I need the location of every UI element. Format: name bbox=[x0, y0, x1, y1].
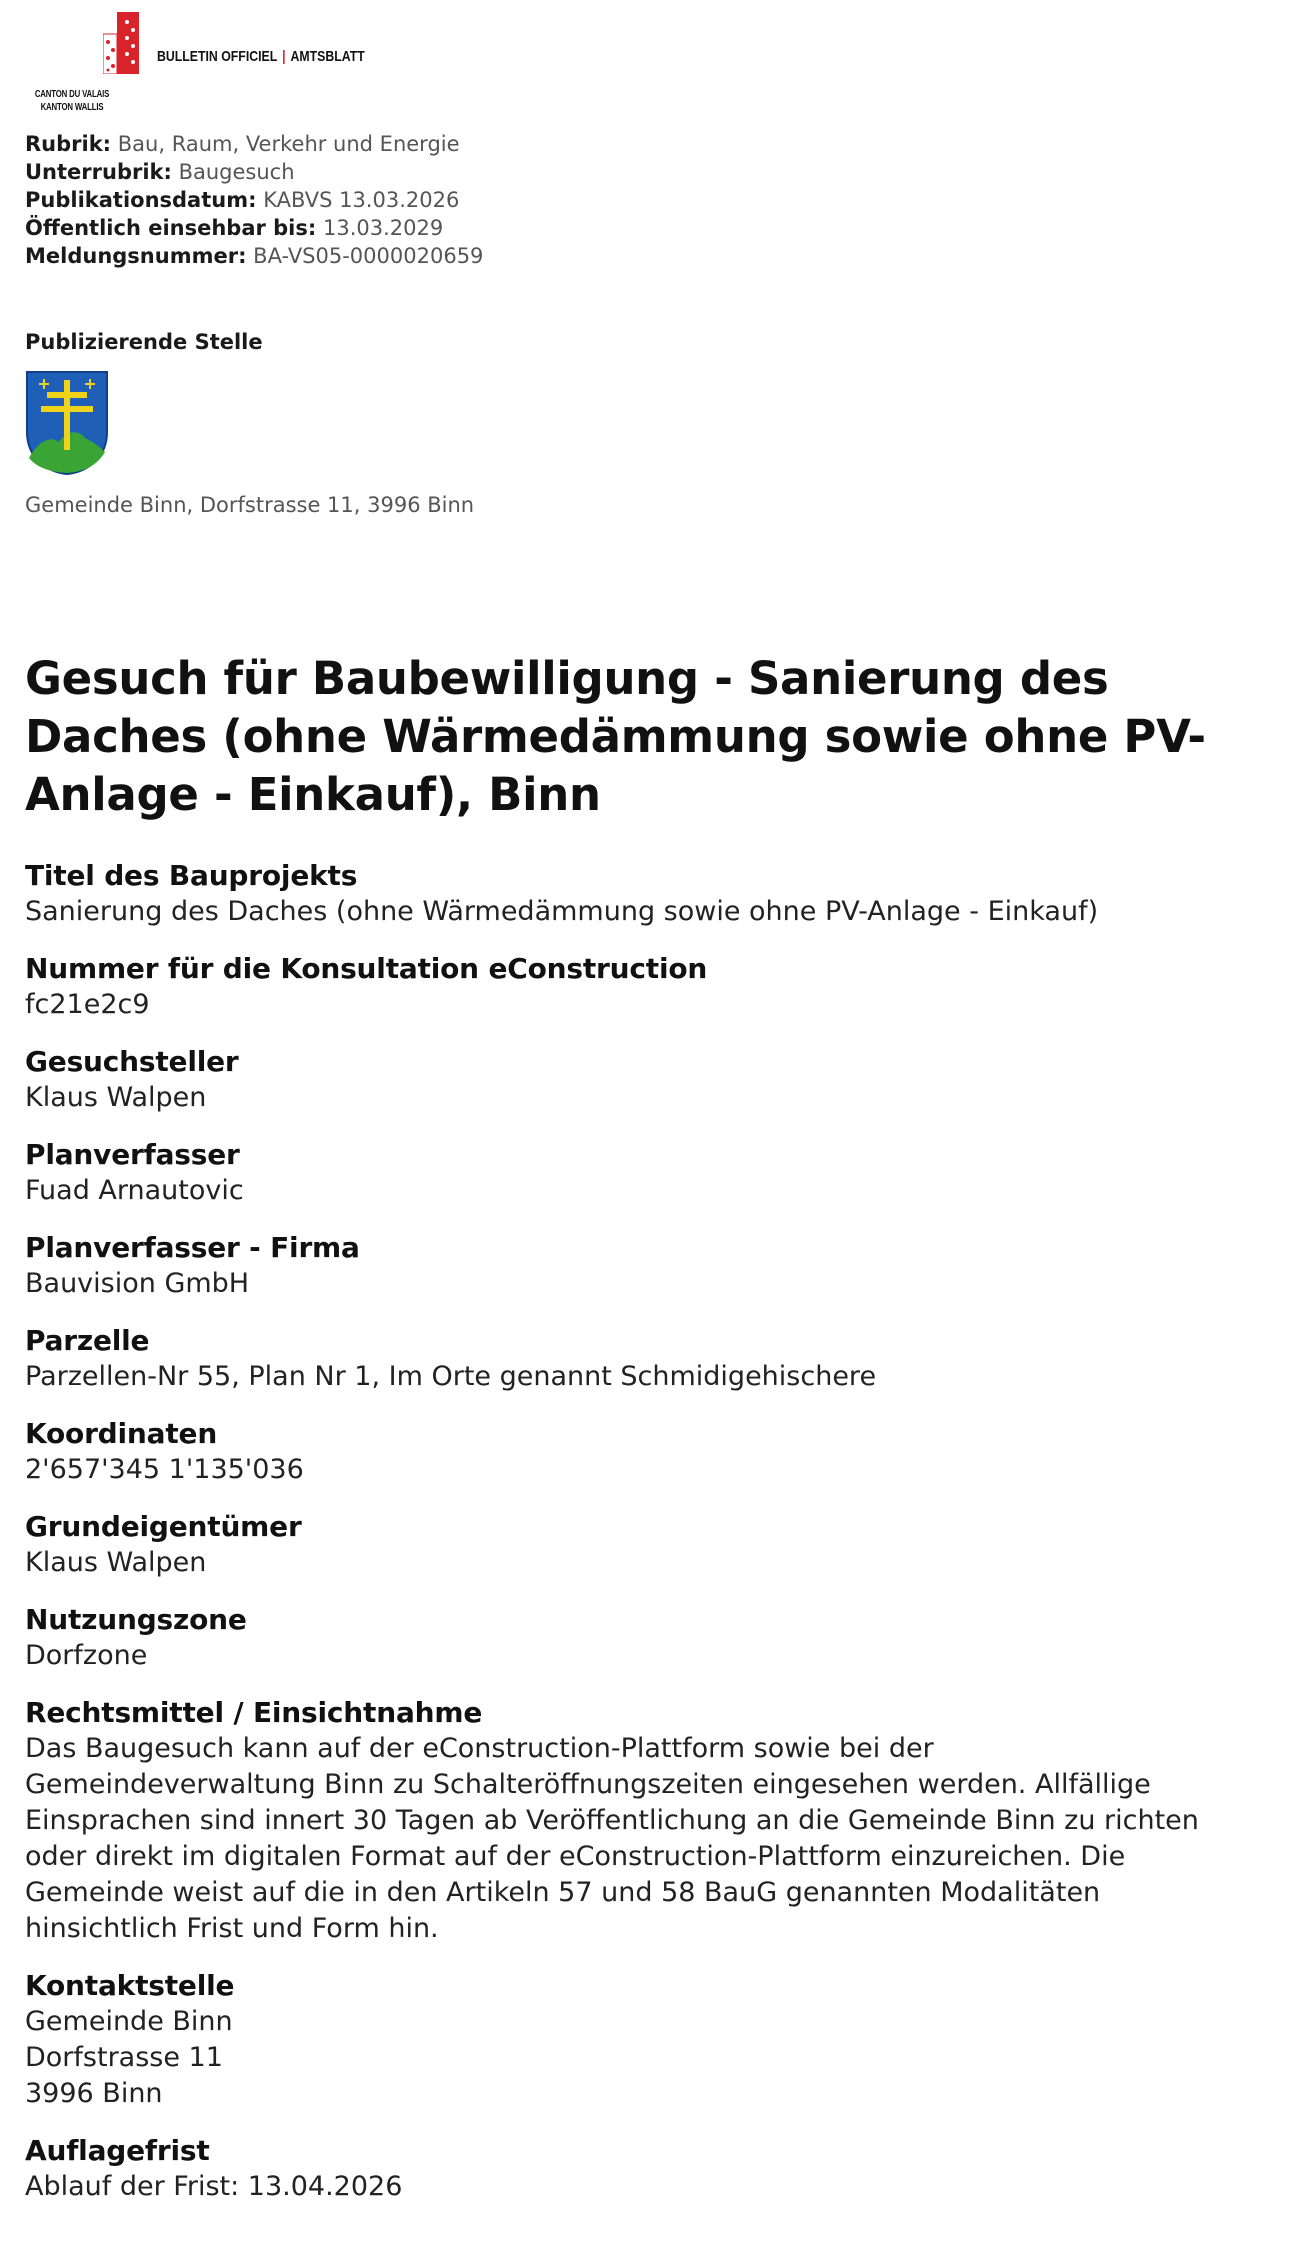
field-koordinaten bbox=[25, 1416, 1265, 1488]
bulletin-name bbox=[157, 48, 365, 65]
publisher-heading: Publizierende Stelle bbox=[25, 330, 263, 354]
field-gesuchsteller bbox=[25, 1044, 1265, 1116]
field-planverfasser-firma bbox=[25, 1230, 1265, 1302]
field-value: 2'657'345 1'135'036 bbox=[25, 1454, 304, 1485]
field-parzelle bbox=[25, 1323, 1265, 1395]
field-label: Rechtsmittel / Einsichtnahme bbox=[25, 1696, 483, 1729]
field-label: Kontaktstelle bbox=[25, 1969, 235, 2002]
field-value: Dorfzone bbox=[25, 1640, 148, 1671]
bulletin-name-fr: BULLETIN OFFICIEL bbox=[157, 48, 278, 65]
field-planverfasser bbox=[25, 1137, 1265, 1209]
field-nummer bbox=[25, 951, 1265, 1023]
field-value: Bauvision GmbH bbox=[25, 1268, 250, 1299]
field-value bbox=[25, 2004, 1265, 2112]
field-grundeigentuemer bbox=[25, 1509, 1265, 1581]
notice-fields bbox=[25, 858, 1265, 2226]
canton-name bbox=[33, 88, 111, 114]
field-value: Sanierung des Daches (ohne Wärmedämmung sowie ohne PV-Anlage - Einkauf) bbox=[25, 896, 1099, 927]
field-value: Fuad Arnautovic bbox=[25, 1175, 244, 1206]
meta-einsehbar-bis: Öffentlich einsehbar bis: 13.03.2029 bbox=[25, 216, 444, 240]
field-label: Planverfasser bbox=[25, 1138, 240, 1171]
meta-meldungsnummer: Meldungsnummer: BA-VS05-0000020659 bbox=[25, 244, 484, 268]
field-label: Nutzungszone bbox=[25, 1603, 247, 1636]
field-label: Grundeigentümer bbox=[25, 1510, 302, 1543]
canton-name-fr: CANTON DU VALAIS bbox=[34, 89, 110, 100]
coat-of-arms-icon bbox=[25, 370, 109, 476]
field-label: Planverfasser - Firma bbox=[25, 1231, 360, 1264]
bulletin-separator: | bbox=[282, 48, 286, 65]
meta-rubrik: Rubrik: Bau, Raum, Verkehr und Energie bbox=[25, 132, 460, 156]
contact-line: 3996 Binn bbox=[25, 2078, 163, 2109]
bulletin-name-de: AMTSBLATT bbox=[290, 48, 365, 65]
field-value: Das Baugesuch kann auf der eConstruction-Plattform sowie bei der Gemeindeverwaltung Binn zu Schalteröffnungszeiten eingesehen werden. Allfällige Einsprachen sind innert 30 Tagen ab Veröffentlichung an die Gemeinde Binn zu richten oder direkt im digitalen Format auf der eConstruction-Plattform einzureichen. Die Gemeinde weist auf die in den Artikeln 57 und 58 BauG genannten Modalitäten hinsichtlich Frist und Form hin. bbox=[25, 1733, 1199, 1944]
field-value: Parzellen-Nr 55, Plan Nr 1, Im Orte genannt Schmidigehischere bbox=[25, 1361, 877, 1392]
field-value: Klaus Walpen bbox=[25, 1082, 207, 1113]
page-title: Gesuch für Baubewilligung - Sanierung des Daches (ohne Wärmedämmung sowie ohne PV-Anlage - Einkauf), Binn bbox=[25, 652, 1206, 821]
meta-publikationsdatum: Publikationsdatum: KABVS 13.03.2026 bbox=[25, 188, 460, 212]
field-label: Nummer für die Konsultation eConstruction bbox=[25, 952, 708, 985]
publication-meta bbox=[25, 130, 483, 270]
field-value: Ablauf der Frist: 13.04.2026 bbox=[25, 2171, 403, 2202]
field-label: Koordinaten bbox=[25, 1417, 218, 1450]
contact-line: Gemeinde Binn bbox=[25, 2006, 233, 2037]
field-label: Auflagefrist bbox=[25, 2134, 210, 2167]
meta-unterrubrik: Unterrubrik: Baugesuch bbox=[25, 160, 295, 184]
canton-logo bbox=[25, 12, 445, 122]
field-rechtsmittel bbox=[25, 1695, 1265, 1947]
field-label: Gesuchsteller bbox=[25, 1045, 239, 1078]
field-auflagefrist bbox=[25, 2133, 1265, 2205]
field-label: Parzelle bbox=[25, 1324, 150, 1357]
valais-flag-icon bbox=[103, 12, 139, 74]
field-value: fc21e2c9 bbox=[25, 989, 150, 1020]
contact-line: Dorfstrasse 11 bbox=[25, 2042, 223, 2073]
canton-name-de: KANTON WALLIS bbox=[40, 102, 104, 113]
field-value: Klaus Walpen bbox=[25, 1547, 207, 1578]
field-nutzungszone bbox=[25, 1602, 1265, 1674]
field-titel bbox=[25, 858, 1265, 930]
field-label: Titel des Bauprojekts bbox=[25, 859, 358, 892]
field-kontaktstelle bbox=[25, 1968, 1265, 2112]
publisher-address: Gemeinde Binn, Dorfstrasse 11, 3996 Binn bbox=[25, 493, 475, 517]
